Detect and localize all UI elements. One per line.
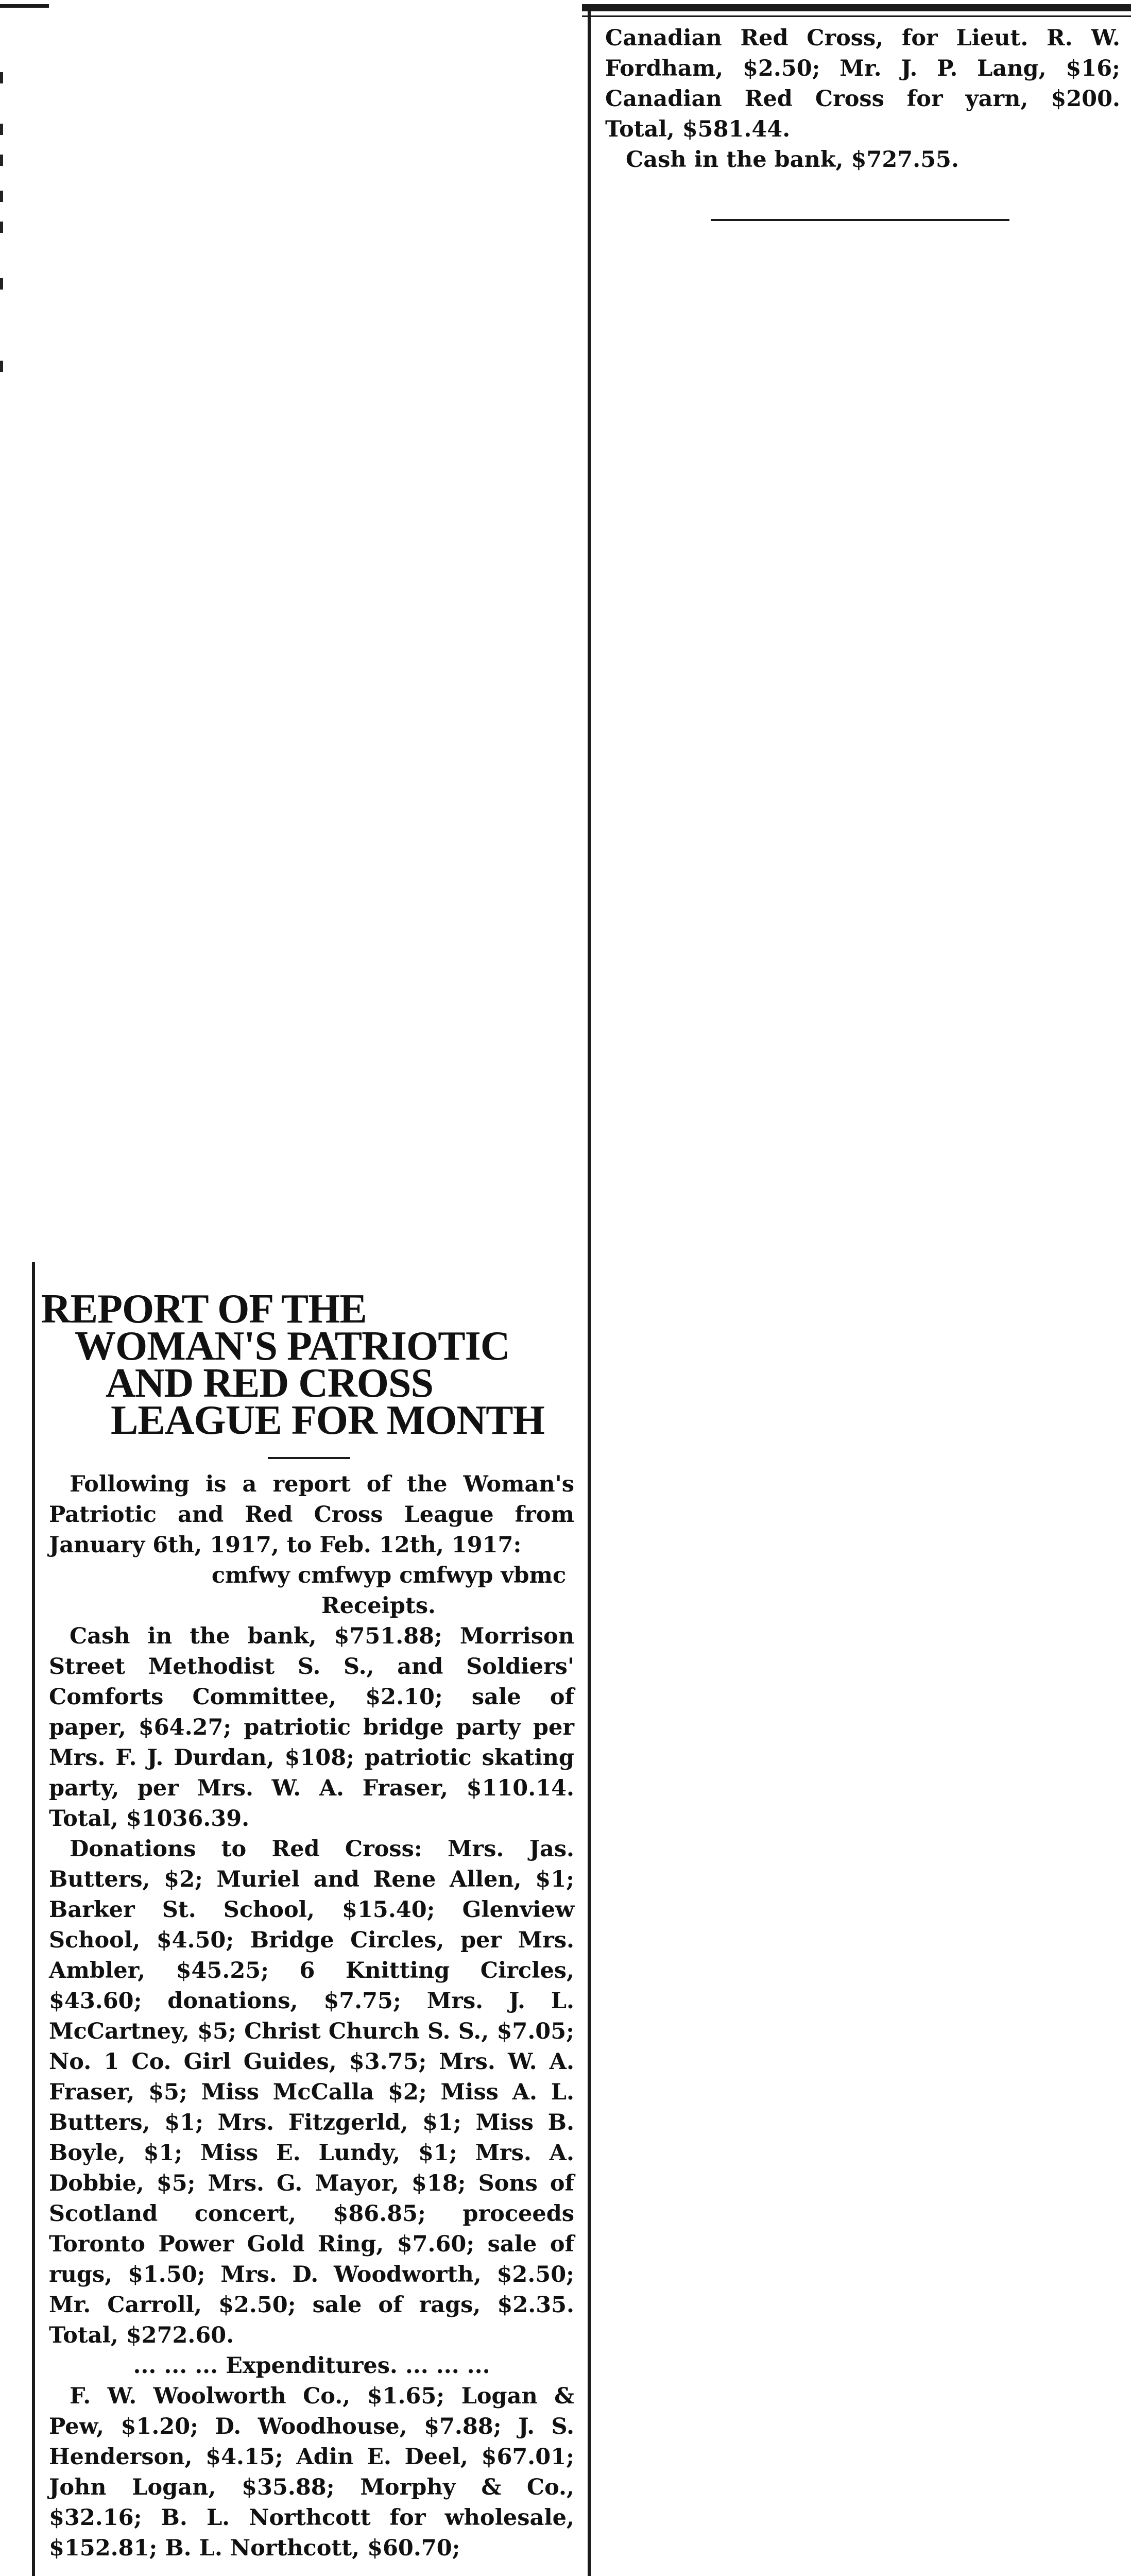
margin-tick (0, 361, 3, 372)
receipts-paragraph: Cash in the bank, $751.88; Morrison Street Methodist S. S., and Soldiers' Comforts Committee, $2.10; sale of paper, $64.27; patriotic bridge party per Mrs. F. J. Durdan, $108; patriotic skating party, per Mrs. W. A. Fraser, $110.14. Total, $1036.39. (49, 1623, 574, 1832)
article-heading (41, 1286, 572, 1443)
top-left-rule (0, 4, 49, 8)
margin-tick (0, 222, 3, 233)
heading-line-1: REPORT OF THE (41, 1286, 367, 1332)
margin-tick (0, 72, 3, 83)
right-column-text (605, 23, 1120, 175)
heading-line-2: WOMAN'S PATRIOTIC (75, 1324, 510, 1369)
article-left-border (32, 1262, 35, 2576)
margin-tick (0, 191, 3, 202)
receipts-heading: Receipts. (321, 1593, 436, 1619)
right-column-end-rule (711, 219, 1009, 221)
garbled-line: cmfwy cmfwyp cmfwyp vbmc (211, 1563, 567, 1588)
right-column-top-thin-rule (582, 15, 1131, 17)
expenditures-heading: ... ... ... Expenditures. ... ... ... (133, 2353, 490, 2379)
expenditures-paragraph: F. W. Woolworth Co., $1.65; Logan & Pew, $1.20; D. Woodhouse, $7.88; J. S. Henderson, $4.15; Adin E. Deel, $67.01; John Logan, $35.88; Morphy & Co., $32.16; B. L. Northcott for wholesale, $152.81; B. L. Northcott, $60.70; (49, 2383, 574, 2561)
right-column-paragraph-1: Canadian Red Cross, for Lieut. R. W. Fordham, $2.50; Mr. J. P. Lang, $16; Canadian Red Cross for yarn, $200. Total, $581.44. (605, 25, 1120, 142)
margin-tick (0, 155, 3, 166)
article-body (49, 1469, 574, 2564)
heading-line-3: AND RED CROSS (106, 1361, 433, 1406)
column-divider (588, 10, 591, 2576)
margin-tick (0, 124, 3, 135)
article-intro: Following is a report of the Woman's Patriotic and Red Cross League from January 6th, 1917, to Feb. 12th, 1917: (49, 1471, 574, 1558)
heading-underline (268, 1457, 350, 1459)
right-column-top-rule (582, 4, 1131, 11)
margin-tick (0, 278, 3, 290)
heading-line-4: LEAGUE FOR MONTH (111, 1398, 544, 1443)
right-column-paragraph-2: Cash in the bank, $727.55. (626, 147, 959, 173)
donations-paragraph: Donations to Red Cross: Mrs. Jas. Butters, $2; Muriel and Rene Allen, $1; Barker St. School, $15.40; Glenview School, $4.50; Bridge Circles, per Mrs. Ambler, $45.25; 6 Knitting Circles, $43.60; donations, $7.75; Mrs. J. L. McCartney, $5; Christ Church S. S., $7.05; No. 1 Co. Girl Guides, $3.75; Mrs. W. A. Fraser, $5; Miss McCalla $2; Miss A. L. Butters, $1; Mrs. Fitzgerld, $1; Miss B. Boyle, $1; Miss E. Lundy, $1; Mrs. A. Dobbie, $5; Mrs. G. Mayor, $18; Sons of Scotland concert, $86.85; proceeds Toronto Power Gold Ring, $7.60; sale of rugs, $1.50; Mrs. D. Woodworth, $2.50; Mr. Carroll, $2.50; sale of rags, $2.35. Total, $272.60. (49, 1836, 574, 2348)
